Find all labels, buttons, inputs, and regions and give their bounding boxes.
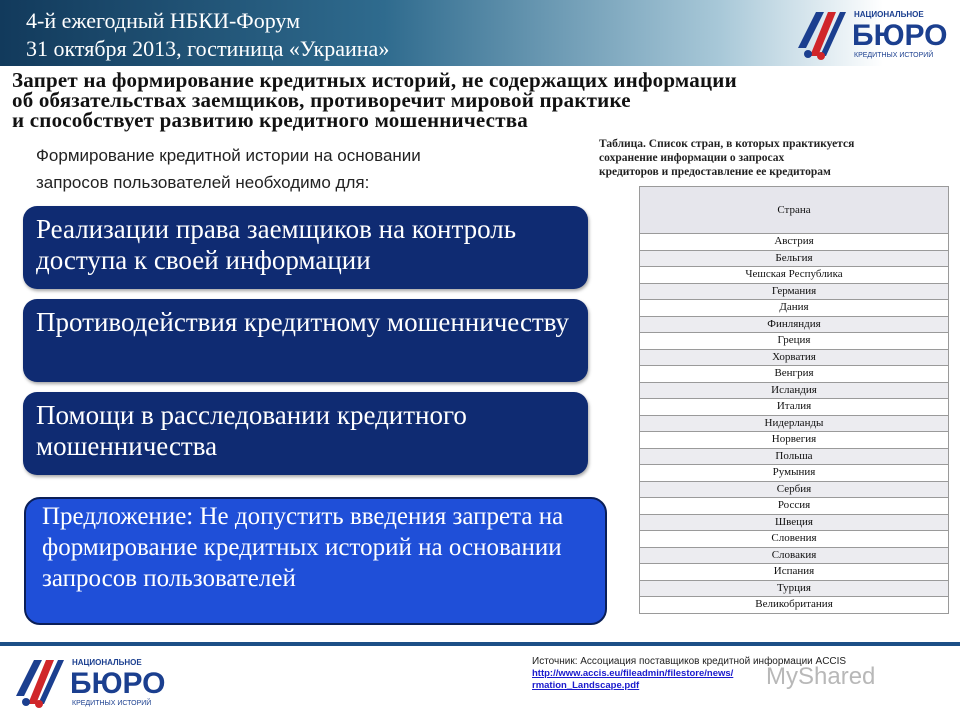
event-title [26,7,389,63]
logo-stripes-icon [16,660,64,708]
logo-bottom-small: НАЦИОНАЛЬНОЕ [72,658,142,667]
country-cell: Польша [640,448,949,465]
table-row [640,283,949,300]
country-cell: Великобритания [640,597,949,614]
country-cell: Турция [640,580,949,597]
country-cell: Австрия [640,234,949,251]
logo-top-small: НАЦИОНАЛЬНОЕ [854,10,924,19]
footer-divider [0,642,960,646]
proposal-box: Предложение: Не допустить введения запрета на формирование кредитных историй на основании запросов пользователей [24,497,607,625]
country-table [639,186,949,614]
table-row [640,481,949,498]
table-row [640,382,949,399]
headline-line1: Запрет на формирование кредитных историй, не содержащих информации [12,68,737,92]
country-cell: Венгрия [640,366,949,383]
country-cell: Италия [640,399,949,416]
watermark: MyShared [766,663,876,690]
table-row [640,465,949,482]
logo-bottom-sub: КРЕДИТНЫХ ИСТОРИЙ [72,700,152,707]
country-cell: Чешская Республика [640,267,949,284]
event-title-line1: 4-й ежегодный НБКИ-Форум [26,8,301,33]
country-cell: Россия [640,498,949,515]
source-note [532,656,952,692]
headline-line3: и способствует развитию кредитного мошенничества [12,108,528,132]
table-row [640,564,949,581]
table-header-country: Страна [640,187,949,234]
table-caption-line2: сохранение информации о запросах [599,152,785,164]
table-row [640,415,949,432]
source-text: Источник: Ассоциация поставщиков кредитной информации ACCIS [532,656,847,667]
country-cell: Бельгия [640,250,949,267]
country-cell: Дания [640,300,949,317]
table-row [640,432,949,449]
event-title-line2: 31 октября 2013, гостиница «Украина» [26,36,390,61]
source-link-line1[interactable]: http://www.accis.eu/fileadmin/filestore/news/ [532,668,734,679]
source-link-line2[interactable]: rmation_Landscape.pdf [532,680,640,691]
country-cell: Норвегия [640,432,949,449]
nbki-logo-bottom [10,652,170,710]
table-row [640,547,949,564]
country-cell: Швеция [640,514,949,531]
logo-bottom-big: БЮРО [70,667,166,700]
headline-line2: об обязательствах заемщиков, противоречит мировой практике [12,88,631,112]
purpose-box-rights: Реализации права заемщиков на контроль доступа к своей информации [23,206,588,289]
table-row [640,316,949,333]
country-cell: Финляндия [640,316,949,333]
table-row [640,597,949,614]
table-caption-line3: кредиторов и предоставление ее кредиторам [599,166,831,178]
table-caption-line1: Таблица. Список стран, в которых практикуется [599,138,855,150]
country-cell: Хорватия [640,349,949,366]
country-cell: Германия [640,283,949,300]
intro-text [36,142,556,196]
table-row [640,349,949,366]
country-cell: Нидерланды [640,415,949,432]
country-cell: Словакия [640,547,949,564]
table-row [640,580,949,597]
table-row [640,366,949,383]
nbki-logo-top [788,4,950,62]
table-row [640,448,949,465]
slide-headline [12,70,952,130]
logo-stripes-icon [798,12,846,60]
table-row [640,234,949,251]
intro-line2: запросов пользователей необходимо для: [36,173,370,192]
logo-top-sub: КРЕДИТНЫХ ИСТОРИЙ [854,52,934,59]
intro-line1: Формирование кредитной истории на основании [36,146,421,165]
country-cell: Словения [640,531,949,548]
table-row [640,531,949,548]
table-row [640,514,949,531]
country-cell: Исландия [640,382,949,399]
table-caption [599,137,949,179]
country-table-body [640,234,949,614]
country-cell: Греция [640,333,949,350]
country-cell: Румыния [640,465,949,482]
table-row [640,498,949,515]
country-cell: Испания [640,564,949,581]
table-row [640,250,949,267]
table-row [640,300,949,317]
table-row [640,399,949,416]
table-row [640,267,949,284]
table-row [640,333,949,350]
country-cell: Сербия [640,481,949,498]
purpose-box-investigation: Помощи в расследовании кредитного мошенничества [23,392,588,475]
logo-top-big: БЮРО [852,19,948,52]
purpose-box-fraud-prevention: Противодействия кредитному мошенничеству [23,299,588,382]
